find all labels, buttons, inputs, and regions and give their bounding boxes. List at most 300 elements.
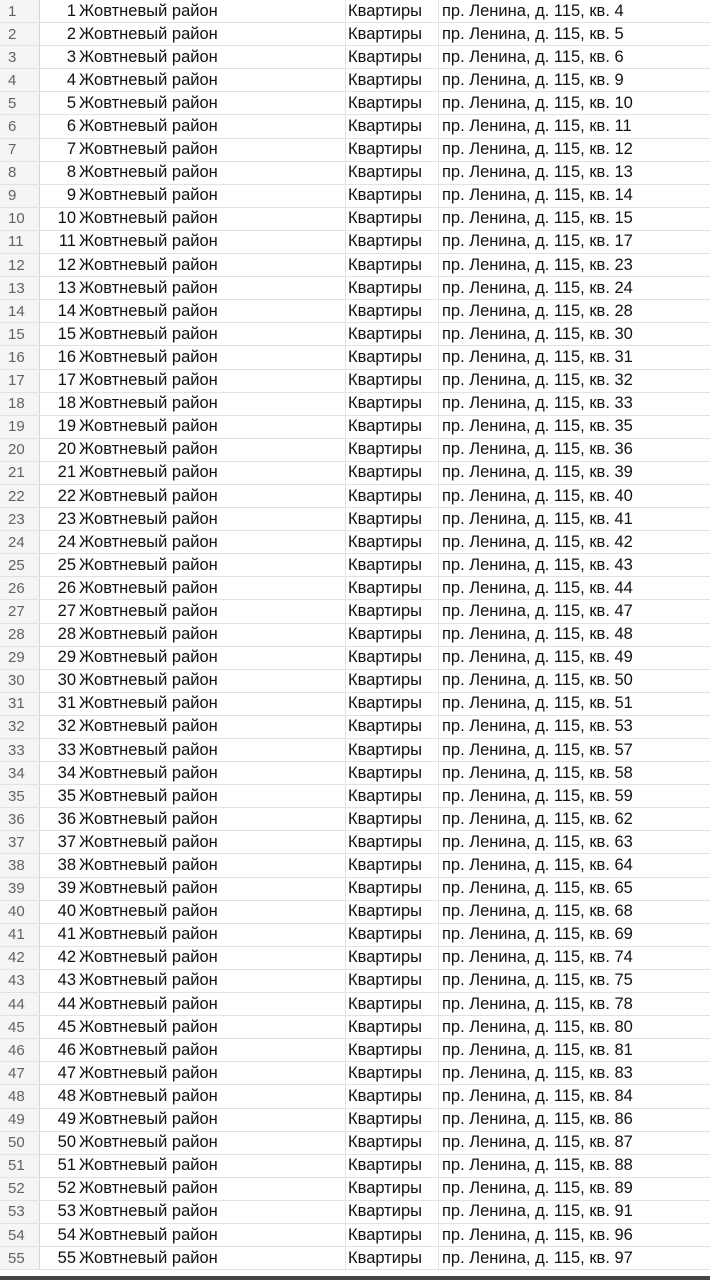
cell-address[interactable]: пр. Ленина, д. 115, кв. 89 — [442, 1179, 633, 1198]
table-row — [0, 808, 710, 831]
cell-index[interactable]: 55 — [57, 1248, 76, 1267]
row-number: 21 — [0, 462, 40, 484]
cell-address[interactable]: пр. Ленина, д. 115, кв. 63 — [442, 832, 633, 851]
cell-address[interactable]: пр. Ленина, д. 115, кв. 17 — [442, 232, 633, 251]
table-row — [0, 370, 710, 393]
cell-district[interactable]: Жовтневый район — [78, 485, 346, 507]
cell-index[interactable]: 31 — [57, 694, 76, 713]
cell-address[interactable]: пр. Ленина, д. 115, кв. 40 — [442, 486, 633, 505]
cell-type[interactable]: Квартиры — [346, 185, 439, 207]
table-row — [0, 346, 710, 369]
cell-address[interactable]: пр. Ленина, д. 115, кв. 57 — [442, 740, 633, 759]
row-number: 42 — [0, 947, 40, 969]
cell-type[interactable]: Квартиры — [346, 808, 439, 830]
row-number: 12 — [0, 254, 40, 276]
cell-address[interactable]: пр. Ленина, д. 115, кв. 59 — [442, 786, 633, 805]
cell-district[interactable]: Жовтневый район — [78, 993, 346, 1015]
cell-district[interactable]: Жовтневый район — [78, 901, 346, 923]
cell-district[interactable]: Жовтневый район — [78, 1224, 346, 1246]
cell-type[interactable]: Квартиры — [346, 1016, 439, 1038]
cell-address[interactable]: пр. Ленина, д. 115, кв. 28 — [442, 301, 633, 320]
cell-index[interactable]: 20 — [57, 440, 76, 459]
table-row — [0, 462, 710, 485]
cell-district[interactable]: Жовтневый район — [78, 670, 346, 692]
cell-district[interactable]: Жовтневый район — [78, 1201, 346, 1223]
cell-district[interactable]: Жовтневый район — [78, 416, 346, 438]
cell-index[interactable]: 46 — [57, 1040, 76, 1059]
cell-address[interactable]: пр. Ленина, д. 115, кв. 9 — [442, 70, 624, 89]
cell-index[interactable]: 16 — [57, 347, 76, 366]
cell-district[interactable]: Жовтневый район — [78, 508, 346, 530]
cell-type[interactable]: Квартиры — [346, 370, 439, 392]
cell-address[interactable]: пр. Ленина, д. 115, кв. 4 — [442, 1, 624, 20]
cell-district[interactable]: Жовтневый район — [78, 185, 346, 207]
cell-index[interactable]: 15 — [57, 324, 76, 343]
cell-type[interactable]: Квартиры — [346, 1109, 439, 1131]
row-number: 27 — [0, 600, 40, 622]
cell-district[interactable]: Жовтневый район — [78, 1109, 346, 1131]
cell-type[interactable]: Квартиры — [346, 854, 439, 876]
cell-type[interactable]: Квартиры — [346, 693, 439, 715]
cell-district[interactable]: Жовтневый район — [78, 878, 346, 900]
row-number: 1 — [0, 0, 40, 22]
cell-index[interactable]: 34 — [57, 763, 76, 782]
cell-type[interactable]: Квартиры — [346, 1039, 439, 1061]
cell-district[interactable]: Жовтневый район — [78, 231, 346, 253]
cell-index[interactable]: 25 — [57, 555, 76, 574]
cell-type[interactable]: Квартиры — [346, 485, 439, 507]
cell-district[interactable]: Жовтневый район — [78, 1016, 346, 1038]
cell-address[interactable]: пр. Ленина, д. 115, кв. 86 — [442, 1110, 633, 1129]
row-number: 23 — [0, 508, 40, 530]
cell-district[interactable]: Жовтневый район — [78, 254, 346, 276]
cell-type[interactable]: Квартиры — [346, 1224, 439, 1246]
table-row — [0, 1201, 710, 1224]
cell-index[interactable]: 35 — [57, 786, 76, 805]
cell-district[interactable]: Жовтневый район — [78, 970, 346, 992]
cell-address[interactable]: пр. Ленина, д. 115, кв. 80 — [442, 1017, 633, 1036]
cell-address[interactable]: пр. Ленина, д. 115, кв. 97 — [442, 1248, 633, 1267]
cell-address[interactable]: пр. Ленина, д. 115, кв. 48 — [442, 625, 633, 644]
cell-type[interactable]: Квартиры — [346, 554, 439, 576]
table-row — [0, 554, 710, 577]
cell-district[interactable]: Жовтневый район — [78, 1178, 346, 1200]
cell-district[interactable]: Жовтневый район — [78, 139, 346, 161]
cell-type[interactable]: Квартиры — [346, 1085, 439, 1107]
cell-index[interactable]: 3 — [66, 47, 76, 66]
cell-index[interactable]: 47 — [57, 1063, 76, 1082]
cell-index[interactable]: 10 — [57, 209, 76, 228]
cell-type[interactable]: Квартиры — [346, 162, 439, 184]
cell-district[interactable]: Жовтневый район — [78, 1132, 346, 1154]
table-row — [0, 577, 710, 600]
cell-address[interactable]: пр. Ленина, д. 115, кв. 14 — [442, 186, 633, 205]
cell-index[interactable]: 27 — [57, 601, 76, 620]
cell-address[interactable]: пр. Ленина, д. 115, кв. 96 — [442, 1225, 633, 1244]
table-row — [0, 600, 710, 623]
cell-address[interactable]: пр. Ленина, д. 115, кв. 24 — [442, 278, 633, 297]
cell-index[interactable]: 8 — [66, 163, 76, 182]
cell-district[interactable]: Жовтневый район — [78, 531, 346, 553]
cell-index[interactable]: 52 — [57, 1179, 76, 1198]
row-number: 6 — [0, 115, 40, 137]
cell-address[interactable]: пр. Ленина, д. 115, кв. 15 — [442, 209, 633, 228]
table-row — [0, 1062, 710, 1085]
cell-address[interactable]: пр. Ленина, д. 115, кв. 44 — [442, 578, 633, 597]
cell-type[interactable]: Квартиры — [346, 647, 439, 669]
cell-address[interactable]: пр. Ленина, д. 115, кв. 6 — [442, 47, 624, 66]
row-number: 4 — [0, 69, 40, 91]
cell-index[interactable]: 33 — [57, 740, 76, 759]
table-row — [0, 208, 710, 231]
table-row — [0, 1178, 710, 1201]
cell-district[interactable]: Жовтневый район — [78, 208, 346, 230]
cell-index[interactable]: 54 — [57, 1225, 76, 1244]
cell-address[interactable]: пр. Ленина, д. 115, кв. 74 — [442, 948, 633, 967]
cell-index[interactable]: 26 — [57, 578, 76, 597]
row-number: 37 — [0, 831, 40, 853]
row-number: 8 — [0, 162, 40, 184]
cell-district[interactable]: Жовтневый район — [78, 1085, 346, 1107]
cell-district[interactable]: Жовтневый район — [78, 46, 346, 68]
cell-district[interactable]: Жовтневый район — [78, 1155, 346, 1177]
cell-district[interactable]: Жовтневый район — [78, 370, 346, 392]
table-row — [0, 300, 710, 323]
cell-address[interactable]: пр. Ленина, д. 115, кв. 51 — [442, 694, 633, 713]
cell-type[interactable]: Квартиры — [346, 254, 439, 276]
cell-type[interactable]: Квартиры — [346, 970, 439, 992]
row-number: 17 — [0, 370, 40, 392]
cell-type[interactable]: Квартиры — [346, 393, 439, 415]
cell-district[interactable]: Жовтневый район — [78, 300, 346, 322]
table-row — [0, 901, 710, 924]
cell-district[interactable]: Жовтневый район — [78, 1062, 346, 1084]
table-row — [0, 831, 710, 854]
cell-type[interactable]: Квартиры — [346, 878, 439, 900]
cell-index[interactable]: 49 — [57, 1110, 76, 1129]
cell-type[interactable]: Квартиры — [346, 785, 439, 807]
cell-address[interactable]: пр. Ленина, д. 115, кв. 12 — [442, 140, 633, 159]
cell-type[interactable]: Квартиры — [346, 231, 439, 253]
cell-type[interactable]: Квартиры — [346, 1155, 439, 1177]
row-number: 52 — [0, 1178, 40, 1200]
cell-type[interactable]: Квартиры — [346, 600, 439, 622]
cell-index[interactable]: 6 — [66, 117, 76, 136]
cell-district[interactable]: Жовтневый район — [78, 0, 346, 22]
cell-address[interactable]: пр. Ленина, д. 115, кв. 87 — [442, 1133, 633, 1152]
row-number: 43 — [0, 970, 40, 992]
cell-index[interactable]: 9 — [66, 186, 76, 205]
table-row — [0, 115, 710, 138]
cell-address[interactable]: пр. Ленина, д. 115, кв. 33 — [442, 394, 633, 413]
row-number: 46 — [0, 1039, 40, 1061]
table-row — [0, 46, 710, 69]
cell-type[interactable]: Квартиры — [346, 439, 439, 461]
cell-type[interactable]: Квартиры — [346, 1062, 439, 1084]
cell-address[interactable]: пр. Ленина, д. 115, кв. 5 — [442, 24, 624, 43]
table-row — [0, 69, 710, 92]
table-row — [0, 1016, 710, 1039]
table-row — [0, 924, 710, 947]
cell-district[interactable]: Жовтневый район — [78, 92, 346, 114]
table-row — [0, 162, 710, 185]
row-number: 34 — [0, 762, 40, 784]
table-row — [0, 0, 710, 23]
row-number: 33 — [0, 739, 40, 761]
table-row — [0, 739, 710, 762]
row-number: 50 — [0, 1132, 40, 1154]
cell-type[interactable]: Квартиры — [346, 901, 439, 923]
cell-index[interactable]: 45 — [57, 1017, 76, 1036]
cell-address[interactable]: пр. Ленина, д. 115, кв. 10 — [442, 93, 633, 112]
cell-type[interactable]: Квартиры — [346, 323, 439, 345]
table-row — [0, 878, 710, 901]
cell-district[interactable]: Жовтневый район — [78, 831, 346, 853]
cell-type[interactable]: Квартиры — [346, 831, 439, 853]
table-row — [0, 647, 710, 670]
row-number: 48 — [0, 1085, 40, 1107]
cell-address[interactable]: пр. Ленина, д. 115, кв. 39 — [442, 463, 633, 482]
cell-type[interactable]: Квартиры — [346, 208, 439, 230]
table-row — [0, 508, 710, 531]
cell-index[interactable]: 28 — [57, 625, 76, 644]
row-number: 10 — [0, 208, 40, 230]
table-row — [0, 693, 710, 716]
cell-index[interactable]: 40 — [57, 902, 76, 921]
cell-address[interactable]: пр. Ленина, д. 115, кв. 49 — [442, 648, 633, 667]
cell-address[interactable]: пр. Ленина, д. 115, кв. 58 — [442, 763, 633, 782]
cell-index[interactable]: 7 — [66, 140, 76, 159]
cell-address[interactable]: пр. Ленина, д. 115, кв. 78 — [442, 994, 633, 1013]
cell-address[interactable]: пр. Ленина, д. 115, кв. 69 — [442, 925, 633, 944]
row-number: 55 — [0, 1247, 40, 1269]
cell-district[interactable]: Жовтневый район — [78, 277, 346, 299]
cell-type[interactable]: Квартиры — [346, 947, 439, 969]
cell-type[interactable]: Квартиры — [346, 1178, 439, 1200]
table-row — [0, 1039, 710, 1062]
table-row — [0, 531, 710, 554]
cell-district[interactable]: Жовтневый район — [78, 439, 346, 461]
cell-index[interactable]: 19 — [57, 417, 76, 436]
cell-district[interactable]: Жовтневый район — [78, 1039, 346, 1061]
table-row — [0, 624, 710, 647]
cell-address[interactable]: пр. Ленина, д. 115, кв. 81 — [442, 1040, 633, 1059]
row-number: 39 — [0, 878, 40, 900]
cell-index[interactable]: 44 — [57, 994, 76, 1013]
cell-index[interactable]: 24 — [57, 532, 76, 551]
cell-district[interactable]: Жовтневый район — [78, 462, 346, 484]
cell-district[interactable]: Жовтневый район — [78, 647, 346, 669]
cell-address[interactable]: пр. Ленина, д. 115, кв. 42 — [442, 532, 633, 551]
cell-type[interactable]: Квартиры — [346, 924, 439, 946]
row-number: 51 — [0, 1155, 40, 1177]
cell-address[interactable]: пр. Ленина, д. 115, кв. 43 — [442, 555, 633, 574]
cell-district[interactable]: Жовтневый район — [78, 693, 346, 715]
cell-index[interactable]: 48 — [57, 1086, 76, 1105]
cell-type[interactable]: Квартиры — [346, 624, 439, 646]
cell-type[interactable]: Квартиры — [346, 462, 439, 484]
table-row — [0, 416, 710, 439]
cell-district[interactable]: Жовтневый район — [78, 346, 346, 368]
cell-address[interactable]: пр. Ленина, д. 115, кв. 83 — [442, 1063, 633, 1082]
table-row — [0, 947, 710, 970]
cell-district[interactable]: Жовтневый район — [78, 716, 346, 738]
cell-type[interactable]: Квартиры — [346, 277, 439, 299]
cell-district[interactable]: Жовтневый район — [78, 323, 346, 345]
cell-district[interactable]: Жовтневый район — [78, 393, 346, 415]
cell-index[interactable]: 23 — [57, 509, 76, 528]
cell-district[interactable]: Жовтневый район — [78, 808, 346, 830]
cell-district[interactable]: Жовтневый район — [78, 115, 346, 137]
cell-type[interactable]: Квартиры — [346, 762, 439, 784]
cell-index[interactable]: 39 — [57, 879, 76, 898]
row-number: 14 — [0, 300, 40, 322]
cell-type[interactable]: Квартиры — [346, 416, 439, 438]
table-row — [0, 231, 710, 254]
cell-type[interactable]: Квартиры — [346, 670, 439, 692]
row-number: 15 — [0, 323, 40, 345]
cell-address[interactable]: пр. Ленина, д. 115, кв. 65 — [442, 879, 633, 898]
cell-address[interactable]: пр. Ленина, д. 115, кв. 35 — [442, 417, 633, 436]
cell-address[interactable]: пр. Ленина, д. 115, кв. 84 — [442, 1086, 633, 1105]
cell-type[interactable]: Квартиры — [346, 531, 439, 553]
table-row — [0, 1109, 710, 1132]
row-number: 40 — [0, 901, 40, 923]
cell-type[interactable]: Квартиры — [346, 139, 439, 161]
cell-index[interactable]: 37 — [57, 832, 76, 851]
cell-type[interactable]: Квартиры — [346, 69, 439, 91]
row-number: 16 — [0, 346, 40, 368]
cell-address[interactable]: пр. Ленина, д. 115, кв. 68 — [442, 902, 633, 921]
cell-index[interactable]: 18 — [57, 394, 76, 413]
cell-district[interactable]: Жовтневый район — [78, 600, 346, 622]
row-number: 41 — [0, 924, 40, 946]
cell-address[interactable]: пр. Ленина, д. 115, кв. 30 — [442, 324, 633, 343]
row-number: 53 — [0, 1201, 40, 1223]
cell-district[interactable]: Жовтневый район — [78, 947, 346, 969]
cell-index[interactable]: 50 — [57, 1133, 76, 1152]
row-number: 28 — [0, 624, 40, 646]
cell-address[interactable]: пр. Ленина, д. 115, кв. 31 — [442, 347, 633, 366]
cell-index[interactable]: 11 — [58, 232, 76, 251]
cell-index[interactable]: 38 — [57, 856, 76, 875]
cell-address[interactable]: пр. Ленина, д. 115, кв. 23 — [442, 255, 633, 274]
cell-district[interactable]: Жовтневый район — [78, 23, 346, 45]
row-number: 44 — [0, 993, 40, 1015]
cell-district[interactable]: Жовтневый район — [78, 762, 346, 784]
cell-index[interactable]: 1 — [66, 1, 76, 20]
cell-type[interactable]: Квартиры — [346, 577, 439, 599]
cell-address[interactable]: пр. Ленина, д. 115, кв. 64 — [442, 856, 633, 875]
cell-address[interactable]: пр. Ленина, д. 115, кв. 36 — [442, 440, 633, 459]
cell-address[interactable]: пр. Ленина, д. 115, кв. 75 — [442, 971, 633, 990]
table-row — [0, 185, 710, 208]
cell-address[interactable]: пр. Ленина, д. 115, кв. 62 — [442, 809, 633, 828]
cell-address[interactable]: пр. Ленина, д. 115, кв. 50 — [442, 671, 633, 690]
cell-district[interactable]: Жовтневый район — [78, 69, 346, 91]
cell-index[interactable]: 43 — [57, 971, 76, 990]
row-number: 29 — [0, 647, 40, 669]
row-number: 18 — [0, 393, 40, 415]
cell-district[interactable]: Жовтневый район — [78, 854, 346, 876]
row-number: 5 — [0, 92, 40, 114]
cell-type[interactable]: Квартиры — [346, 23, 439, 45]
cell-district[interactable]: Жовтневый район — [78, 739, 346, 761]
cell-type[interactable]: Квартиры — [346, 346, 439, 368]
cell-type[interactable]: Квартиры — [346, 993, 439, 1015]
cell-address[interactable]: пр. Ленина, д. 115, кв. 32 — [442, 371, 633, 390]
cell-type[interactable]: Квартиры — [346, 1201, 439, 1223]
cell-type[interactable]: Квартиры — [346, 46, 439, 68]
cell-index[interactable]: 36 — [57, 809, 76, 828]
cell-type[interactable]: Квартиры — [346, 1247, 439, 1269]
cell-type[interactable]: Квартиры — [346, 1132, 439, 1154]
cell-type[interactable]: Квартиры — [346, 300, 439, 322]
row-number: 32 — [0, 716, 40, 738]
cell-index[interactable]: 17 — [57, 371, 76, 390]
table-row — [0, 393, 710, 416]
table-row — [0, 92, 710, 115]
cell-index[interactable]: 21 — [57, 463, 76, 482]
row-number: 20 — [0, 439, 40, 461]
row-number: 13 — [0, 277, 40, 299]
cell-district[interactable]: Жовтневый район — [78, 554, 346, 576]
cell-index[interactable]: 2 — [66, 24, 76, 43]
cell-index[interactable]: 29 — [57, 648, 76, 667]
cell-district[interactable]: Жовтневый район — [78, 785, 346, 807]
cell-type[interactable]: Квартиры — [346, 739, 439, 761]
cell-index[interactable]: 51 — [57, 1156, 76, 1175]
cell-type[interactable]: Квартиры — [346, 92, 439, 114]
cell-address[interactable]: пр. Ленина, д. 115, кв. 11 — [442, 117, 632, 136]
row-number: 11 — [0, 231, 40, 253]
table-row — [0, 323, 710, 346]
cell-address[interactable]: пр. Ленина, д. 115, кв. 13 — [442, 163, 633, 182]
row-number: 31 — [0, 693, 40, 715]
cell-district[interactable]: Жовтневый район — [78, 1247, 346, 1269]
cell-district[interactable]: Жовтневый район — [78, 924, 346, 946]
cell-district[interactable]: Жовтневый район — [78, 624, 346, 646]
cell-district[interactable]: Жовтневый район — [78, 162, 346, 184]
cell-index[interactable]: 5 — [66, 93, 76, 112]
cell-type[interactable]: Квартиры — [346, 508, 439, 530]
cell-index[interactable]: 32 — [57, 717, 76, 736]
cell-type[interactable]: Квартиры — [346, 716, 439, 738]
table-row — [0, 254, 710, 277]
cell-index[interactable]: 41 — [57, 925, 76, 944]
row-number: 25 — [0, 554, 40, 576]
cell-type[interactable]: Квартиры — [346, 115, 439, 137]
cell-type[interactable]: Квартиры — [346, 0, 439, 22]
cell-address[interactable]: пр. Ленина, д. 115, кв. 41 — [442, 509, 633, 528]
cell-address[interactable]: пр. Ленина, д. 115, кв. 47 — [442, 601, 633, 620]
cell-address[interactable]: пр. Ленина, д. 115, кв. 91 — [442, 1202, 633, 1221]
cell-index[interactable]: 4 — [66, 70, 76, 89]
table-row — [0, 1224, 710, 1247]
cell-address[interactable]: пр. Ленина, д. 115, кв. 88 — [442, 1156, 633, 1175]
cell-index[interactable]: 42 — [57, 948, 76, 967]
cell-index[interactable]: 12 — [57, 255, 76, 274]
cell-index[interactable]: 13 — [57, 278, 76, 297]
cell-index[interactable]: 22 — [57, 486, 76, 505]
cell-index[interactable]: 14 — [57, 301, 76, 320]
table-row — [0, 23, 710, 46]
row-number: 36 — [0, 808, 40, 830]
cell-address[interactable]: пр. Ленина, д. 115, кв. 53 — [442, 717, 633, 736]
cell-district[interactable]: Жовтневый район — [78, 577, 346, 599]
cell-index[interactable]: 53 — [57, 1202, 76, 1221]
cell-index[interactable]: 30 — [57, 671, 76, 690]
